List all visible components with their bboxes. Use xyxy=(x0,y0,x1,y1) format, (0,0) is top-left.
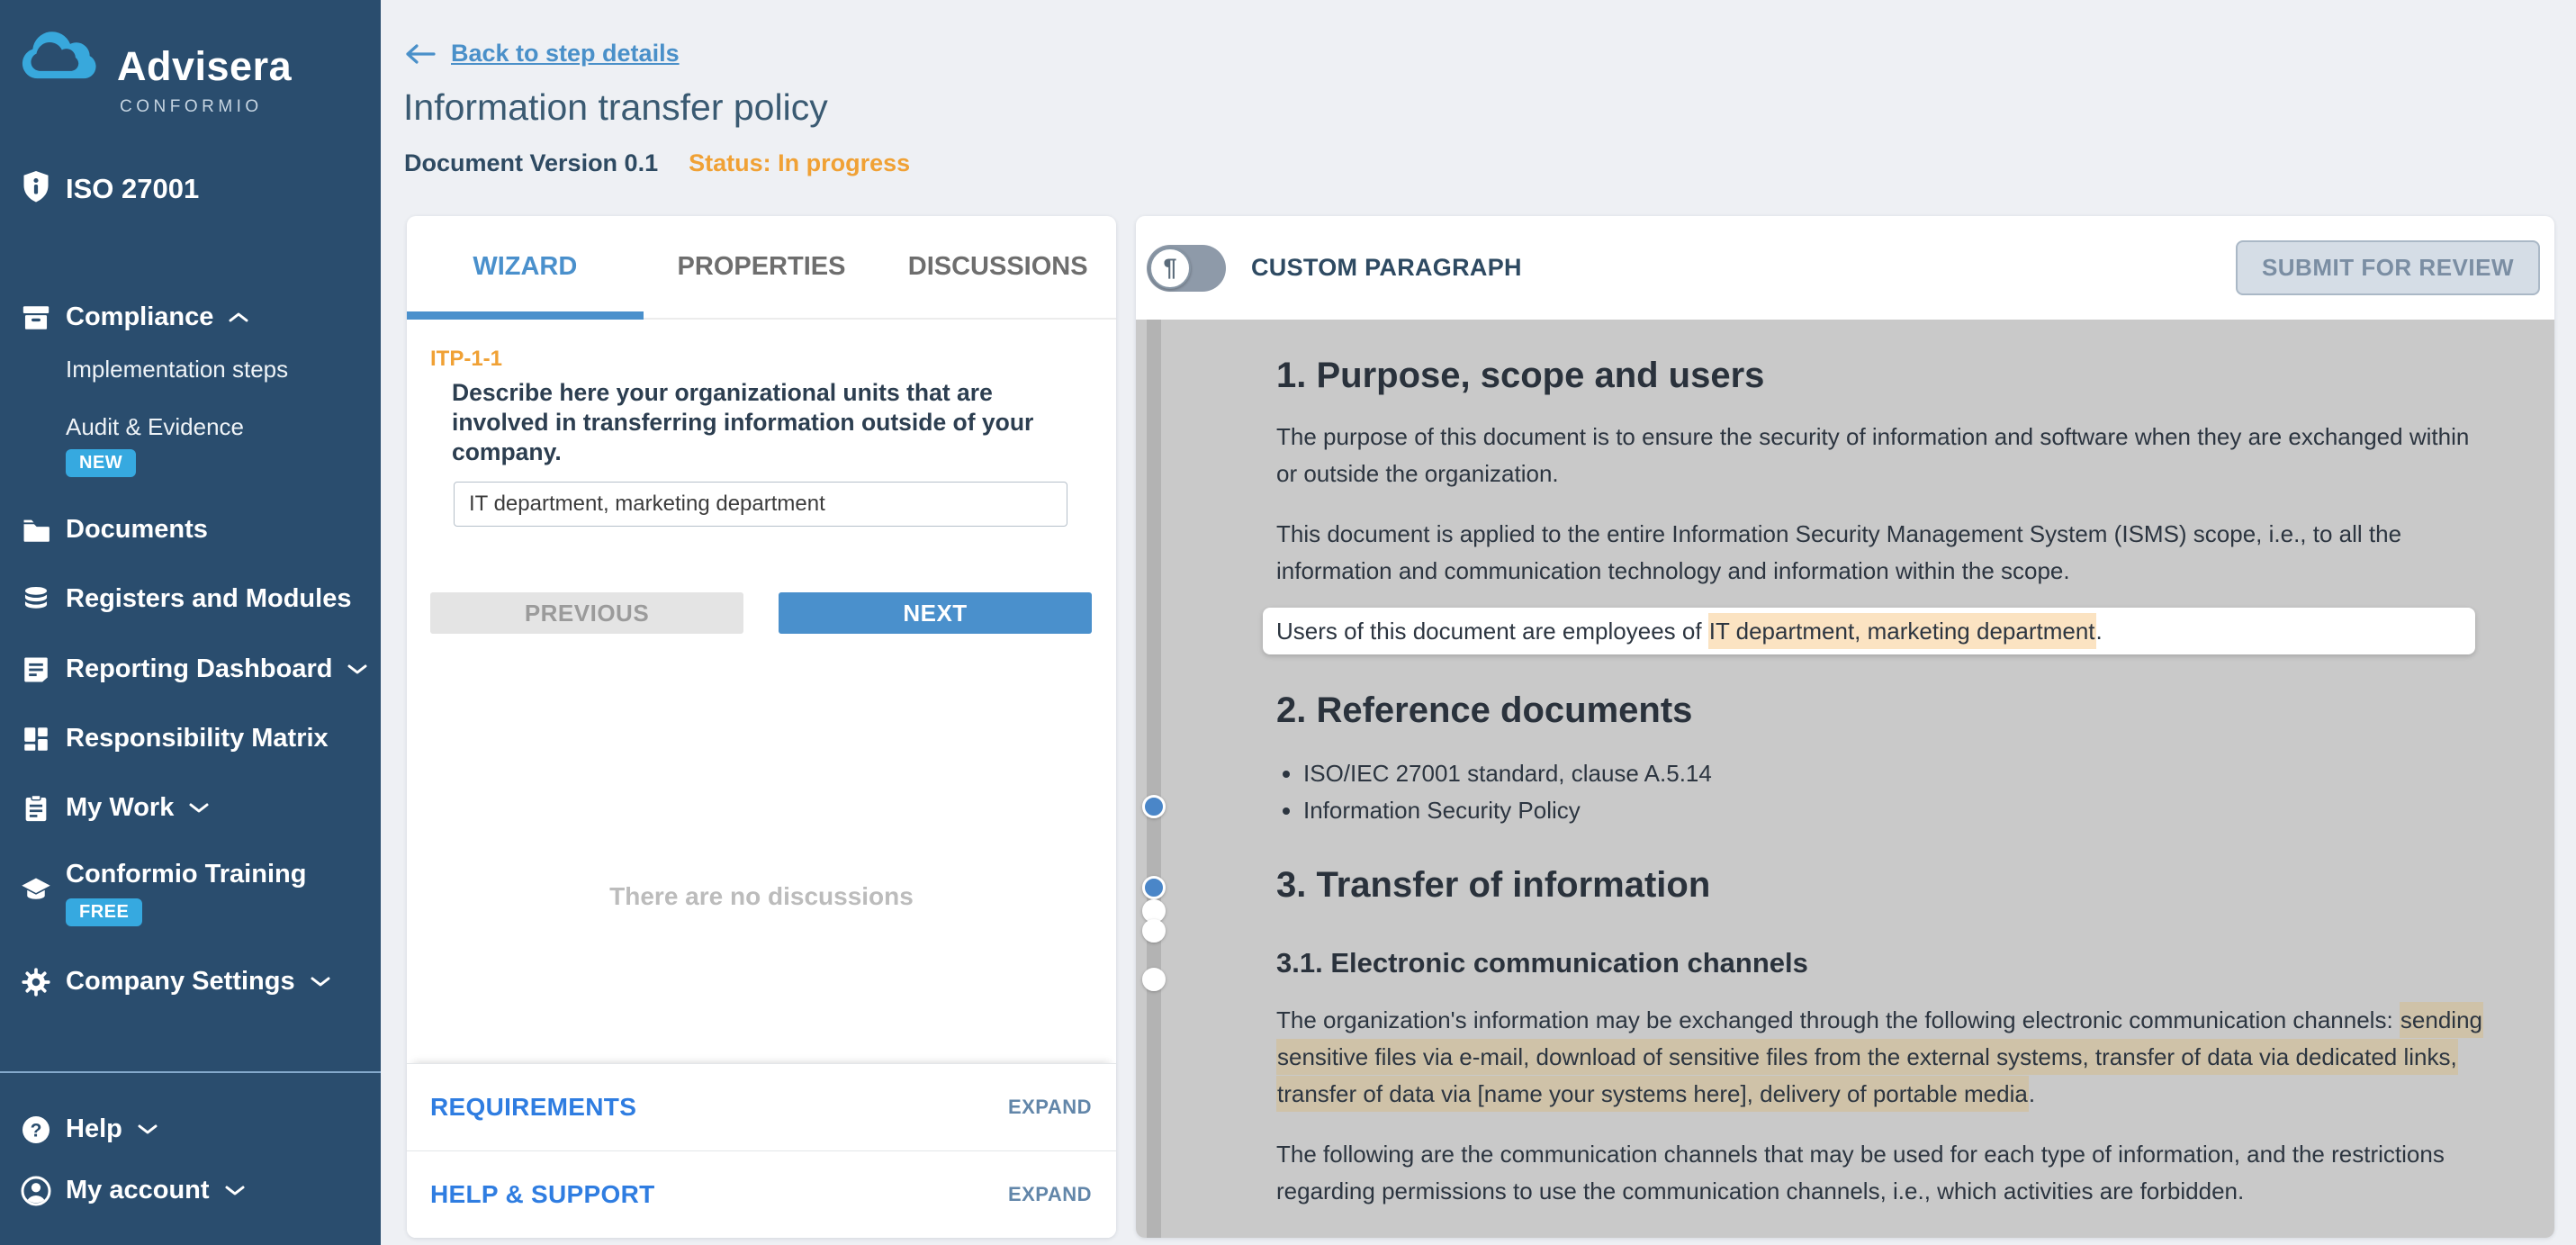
document-meta xyxy=(404,149,910,177)
sidebar-nav xyxy=(0,297,381,1001)
main-area xyxy=(381,0,2576,1245)
sidebar-item-main xyxy=(66,718,381,758)
sidebar-item-main xyxy=(66,409,381,445)
chevron-down-icon xyxy=(137,1123,158,1135)
sidebar-item-main xyxy=(66,961,381,1001)
tab-bar xyxy=(407,216,1116,320)
requirements-row[interactable] xyxy=(407,1063,1116,1150)
sidebar-item-label: ISO 27001 xyxy=(66,173,200,204)
sidebar-item-iso-27001[interactable] xyxy=(0,169,381,214)
sidebar-divider xyxy=(0,1071,381,1073)
doc-text: The following are the communication channels that may be used for each type of information, and the restrictions regarding permissions to use the communication channels, i.e., which activities are forbidden. xyxy=(1276,1141,2445,1204)
user-icon xyxy=(20,1175,52,1207)
sidebar-item-responsibility-matrix[interactable] xyxy=(0,718,381,758)
sidebar-item-label: Implementation steps xyxy=(66,355,289,383)
graduation-icon xyxy=(20,874,52,907)
doc-text: The organization's information may be exchanged through the following electronic communication channels: xyxy=(1276,1006,2400,1033)
sidebar-item-compliance[interactable] xyxy=(0,297,381,337)
doc-text: The purpose of this document is to ensure the security of information and software when they are exchanged within or outside the organization. xyxy=(1276,423,2470,487)
sidebar-item-label: Reporting Dashboard xyxy=(66,654,333,683)
brand-subtitle: CONFORMIO xyxy=(120,97,263,116)
sidebar-item-my-work[interactable] xyxy=(0,788,381,827)
sidebar-item-main xyxy=(66,351,381,387)
arrow-left-icon xyxy=(404,42,437,66)
doc-paragraph xyxy=(1276,1136,2484,1210)
doc-paragraph xyxy=(1276,419,2484,492)
status-badge: Status: In progress xyxy=(689,149,911,176)
svg-text:?: ? xyxy=(30,1120,42,1141)
brand-name: Advisera xyxy=(117,43,293,89)
sidebar-item-documents[interactable] xyxy=(0,510,381,549)
chevron-down-icon xyxy=(347,663,368,675)
wizard-question: Describe here your organizational units that are involved in transferring information outside of your company. xyxy=(452,379,1034,465)
help-support-expand-button[interactable]: EXPAND xyxy=(1007,1183,1092,1205)
answer-input[interactable] xyxy=(454,482,1067,527)
submit-for-review-button[interactable]: SUBMIT FOR REVIEW xyxy=(2236,240,2540,295)
document-panel xyxy=(1136,216,2554,1238)
sidebar-item-main xyxy=(66,1109,381,1149)
step-code: ITP-1-1 xyxy=(430,347,503,371)
paragraph-nav-dot[interactable] xyxy=(1142,968,1166,991)
sidebar-item-implementation-steps[interactable] xyxy=(0,351,381,391)
paragraph-nav-track[interactable] xyxy=(1147,320,1161,1238)
requirements-label: REQUIREMENTS xyxy=(430,1093,637,1121)
doc-list-item: • Information Security Policy xyxy=(1303,792,2484,829)
archive-icon xyxy=(20,302,52,334)
doc-list-item: • ISO/IEC 27001 standard, clause A.5.14 xyxy=(1303,755,2484,792)
clipboard-icon xyxy=(20,792,52,825)
sidebar-footer xyxy=(0,1109,381,1210)
tab-discussions[interactable]: DISCUSSIONS xyxy=(907,252,1088,281)
shield-icon xyxy=(20,171,52,203)
chevron-up-icon xyxy=(228,311,249,323)
wizard-body xyxy=(407,320,1116,1061)
sidebar-item-main xyxy=(66,579,381,618)
sidebar-item-label: Responsibility Matrix xyxy=(66,723,329,753)
sidebar-item-audit-evidence[interactable] xyxy=(0,409,381,477)
highlighted-text: IT department, marketing department xyxy=(1708,613,2096,649)
sidebar-item-label: Help xyxy=(66,1114,122,1143)
chevron-down-icon xyxy=(310,976,331,988)
doc-list xyxy=(1276,755,2484,829)
database-icon xyxy=(20,583,52,616)
sidebar-item-help[interactable] xyxy=(0,1109,381,1149)
custom-paragraph-label: CUSTOM PARAGRAPH xyxy=(1251,254,1522,281)
doc-heading: 1. Purpose, scope and users xyxy=(1276,356,1765,395)
sidebar-item-label: Registers and Modules xyxy=(66,583,352,613)
sidebar-item-main xyxy=(66,297,381,337)
custom-paragraph-toggle[interactable] xyxy=(1147,245,1226,292)
highlighted-text: sending sensitive files via e-mail, download of sensitive files from the external systems, transfer of data via dedicated links, transfer of data via [name your systems here], delivery of portable media xyxy=(1276,1002,2483,1112)
free-badge: FREE xyxy=(66,898,142,926)
no-discussions-text: There are no discussions xyxy=(609,882,914,910)
help-icon xyxy=(20,1114,52,1146)
back-to-step-details-link[interactable] xyxy=(404,40,680,68)
grid-icon xyxy=(20,723,52,755)
paragraph-nav-dot[interactable] xyxy=(1142,876,1166,899)
sidebar-item-label: Conformio Training xyxy=(66,859,307,889)
sidebar-item-label: Documents xyxy=(66,514,208,544)
doc-text: . xyxy=(2095,618,2103,645)
tab-wizard[interactable]: WIZARD xyxy=(407,216,644,318)
gear-icon xyxy=(20,966,52,998)
help-support-row[interactable] xyxy=(407,1150,1116,1238)
wizard-panel xyxy=(407,216,1116,1238)
sidebar-item-main xyxy=(66,649,381,689)
sidebar-item-my-account[interactable] xyxy=(0,1170,381,1210)
sidebar-item-company-settings[interactable] xyxy=(0,961,381,1001)
doc-heading: 2. Reference documents xyxy=(1276,690,1693,730)
sidebar-item-registers-and-modules[interactable] xyxy=(0,579,381,618)
chevron-down-icon xyxy=(224,1185,246,1196)
wizard-card-footer xyxy=(407,1063,1116,1238)
sidebar-item-main xyxy=(66,1170,381,1210)
doc-paragraph xyxy=(1276,1002,2484,1113)
paragraph-nav-dot[interactable] xyxy=(1142,919,1166,943)
sidebar-item-label: Compliance xyxy=(66,302,214,331)
doc-text: Users of this document are employees of xyxy=(1276,618,1708,645)
tab-properties[interactable]: PROPERTIES xyxy=(677,252,846,281)
back-link-label: Back to step details xyxy=(451,40,680,67)
sidebar-item-reporting-dashboard[interactable] xyxy=(0,649,381,689)
advisera-logo[interactable] xyxy=(14,20,365,128)
page-title: Information transfer policy xyxy=(403,86,828,128)
document-header xyxy=(1136,216,2554,320)
sidebar-item-main xyxy=(66,788,381,827)
sidebar-item-main xyxy=(66,510,381,549)
sidebar-item-main xyxy=(66,854,381,894)
sidebar-item-label: Audit & Evidence xyxy=(66,412,245,440)
paragraph-nav-dot[interactable] xyxy=(1142,795,1166,818)
document-version: Document Version 0.1 xyxy=(404,149,659,176)
chevron-down-icon xyxy=(188,802,210,814)
doc-text: This document is applied to the entire Information Security Management System (ISMS) scope, i.e., to all the information and communication technology and information within the scope. xyxy=(1276,520,2402,584)
sidebar-item-conformio-training[interactable] xyxy=(0,854,381,926)
help-support-label: HELP & SUPPORT xyxy=(430,1180,655,1208)
doc-heading: 3.1. Electronic communication channels xyxy=(1276,947,1808,979)
document-content xyxy=(1276,356,2484,1210)
pilcrow-icon: ¶ xyxy=(1149,248,1191,289)
sidebar-item-label: Company Settings xyxy=(66,966,295,996)
new-badge: NEW xyxy=(66,449,136,477)
next-button[interactable]: NEXT xyxy=(779,592,1092,634)
requirements-expand-button[interactable]: EXPAND xyxy=(1007,1096,1092,1118)
cloud-logo-icon xyxy=(16,23,106,95)
previous-button[interactable]: PREVIOUS xyxy=(430,592,743,634)
document-canvas xyxy=(1136,320,2554,1238)
report-icon xyxy=(20,654,52,686)
sidebar xyxy=(0,0,381,1245)
sidebar-item-label: My Work xyxy=(66,792,175,822)
doc-active-paragraph[interactable] xyxy=(1263,608,2475,654)
doc-text: . xyxy=(2028,1080,2036,1107)
folder-icon xyxy=(20,514,52,546)
doc-paragraph xyxy=(1276,516,2484,590)
doc-heading: 3. Transfer of information xyxy=(1276,865,1711,905)
sidebar-item-label: My account xyxy=(66,1175,210,1204)
